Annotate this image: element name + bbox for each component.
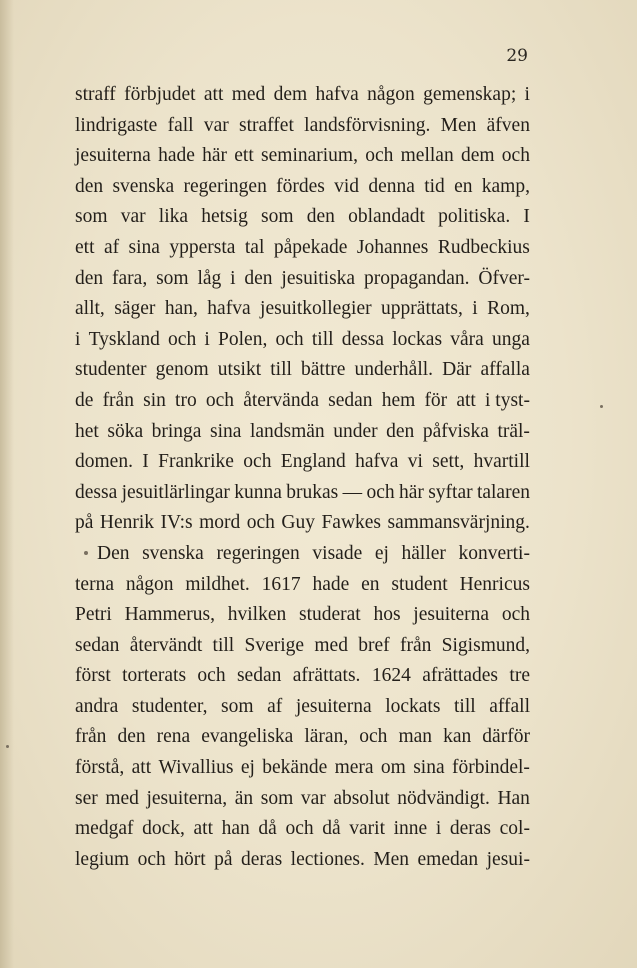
word: tre (509, 665, 530, 687)
word: Tyskland (88, 328, 160, 350)
word: återvända (243, 389, 319, 411)
word: landsmän (249, 420, 325, 442)
word: I (142, 451, 149, 473)
text-line (75, 233, 530, 264)
word: Öfver- (478, 267, 530, 289)
word: ej (240, 757, 255, 779)
word: en (454, 175, 473, 197)
word: Wivallius (158, 757, 234, 779)
word: Hammerus, (124, 604, 216, 626)
word: jesuiterna (295, 695, 372, 717)
text-line (75, 508, 530, 539)
word: om (380, 757, 406, 779)
word: Men (440, 114, 477, 136)
word: jesuiterna, (146, 787, 228, 809)
word: jesuiterna (75, 145, 151, 167)
word: kunna (234, 481, 282, 503)
word: afrättats. (292, 665, 361, 687)
word: man (398, 726, 433, 748)
print-speck (6, 745, 9, 748)
word: unga (492, 328, 530, 350)
word: i (524, 84, 530, 105)
word: från (75, 726, 107, 748)
word: i (472, 298, 478, 320)
word: allt, (75, 298, 105, 320)
word: yppersta (169, 236, 236, 258)
word: bref (358, 634, 390, 656)
word: terna (75, 573, 114, 595)
word: andra (75, 695, 119, 717)
word: den (75, 175, 104, 197)
word: tro (175, 389, 197, 411)
word: medgaf (75, 818, 134, 840)
word: och (501, 604, 530, 626)
body-text (75, 80, 530, 875)
text-line (75, 325, 530, 356)
word: het (75, 420, 99, 442)
word: först (75, 665, 111, 687)
word: återvändt (129, 634, 203, 656)
text-line (75, 722, 530, 753)
word: Frankrike (158, 451, 234, 473)
word: som (156, 267, 189, 289)
word: bättre (301, 359, 346, 381)
text-line (75, 80, 530, 111)
word: den (386, 420, 415, 442)
word: Där (442, 359, 472, 381)
word: sett, (432, 451, 465, 473)
word: I (523, 206, 530, 228)
word: jesuitlärlingar (121, 481, 230, 503)
print-speck (600, 405, 603, 408)
word: fördes (276, 175, 325, 197)
word: hvartill (473, 451, 530, 473)
word: var (120, 206, 146, 228)
word: affall (489, 695, 530, 717)
text-line (75, 264, 530, 295)
word: ett (234, 145, 254, 167)
word: att (456, 389, 476, 411)
word: oblandadt (348, 206, 425, 228)
word: och (205, 389, 235, 411)
word: och (137, 848, 166, 870)
word: sedan (75, 634, 120, 656)
word: upprättats, (381, 298, 463, 320)
text-line (75, 539, 530, 570)
word: än (234, 787, 254, 809)
word: sina (128, 236, 160, 258)
word: Henricus (459, 573, 530, 595)
word: då (258, 818, 277, 840)
word: och (197, 665, 226, 687)
word: var (203, 114, 229, 136)
word: och (359, 726, 388, 748)
word: jesui- (486, 848, 530, 870)
word: för (424, 389, 448, 411)
word: hem (381, 389, 416, 411)
word: student (391, 573, 448, 595)
word: propagandan. (363, 267, 470, 289)
word: svenska (112, 175, 175, 197)
word: vid (334, 175, 360, 197)
word: den (117, 726, 146, 748)
text-line (75, 141, 530, 172)
word: i (435, 818, 442, 840)
word: till (270, 359, 292, 381)
word: fall (167, 114, 194, 136)
word: politiska. (438, 206, 511, 228)
word: säger (114, 298, 156, 320)
word: hafva (355, 451, 399, 473)
word: som (221, 695, 254, 717)
word: förbjudet (124, 84, 196, 105)
text-line (75, 631, 530, 662)
text-line (75, 447, 530, 478)
word: afrättades (422, 665, 499, 687)
word: han, (164, 298, 198, 320)
word: och (501, 145, 530, 167)
word: evangeliska (201, 726, 294, 748)
word: träl- (497, 420, 530, 442)
word: af (267, 695, 283, 717)
text-line (75, 111, 530, 142)
word: och (285, 818, 314, 840)
word: en (361, 573, 380, 595)
word: underhåll. (354, 359, 434, 381)
word: med (105, 787, 139, 809)
text-line (75, 417, 530, 448)
text-line (75, 355, 530, 386)
word: hos (373, 604, 401, 626)
word: hört (174, 848, 206, 870)
word: hafva (315, 84, 359, 105)
word: Petri (75, 604, 112, 626)
print-speck (84, 551, 88, 555)
word: — (342, 481, 363, 503)
word: och (246, 512, 275, 534)
word: utsikt (217, 359, 262, 381)
word: IV:s (160, 512, 193, 534)
text-line (75, 753, 530, 784)
word: någon (125, 573, 174, 595)
word: till (453, 695, 476, 717)
word: 1624 (371, 665, 411, 687)
word: Sigismund, (441, 634, 530, 656)
word: dem (273, 84, 308, 105)
word: svenska (142, 542, 204, 564)
word: Polen, (218, 328, 268, 350)
word: lockats (385, 695, 441, 717)
word: och (275, 328, 304, 350)
word: ser (75, 787, 98, 809)
word: brukas (286, 481, 339, 503)
word: söka (107, 420, 144, 442)
word: jesuiterna (413, 604, 490, 626)
word: här (398, 481, 424, 503)
word: mellan (400, 145, 454, 167)
word: då (322, 818, 341, 840)
word: affalla (480, 359, 530, 381)
word: och (365, 145, 394, 167)
word: med (231, 84, 266, 105)
word: läran, (304, 726, 349, 748)
word: var (300, 787, 326, 809)
word: visade (312, 542, 363, 564)
word: Han (497, 787, 530, 809)
word: dessa (341, 328, 385, 350)
word: mord (199, 512, 241, 534)
word: varit (349, 818, 385, 840)
word: syftar (428, 481, 473, 503)
word: påpekade (273, 236, 348, 258)
word: sedan (328, 389, 373, 411)
word: hade (312, 573, 350, 595)
word: straff (75, 84, 116, 105)
word: nödvändigt. (397, 787, 490, 809)
word: regeringen (216, 542, 300, 564)
text-line (75, 661, 530, 692)
word: genom (155, 359, 209, 381)
word: i (204, 328, 210, 350)
word: hafva (207, 298, 251, 320)
word: denna (368, 175, 415, 197)
word: och (366, 481, 395, 503)
word: han (221, 818, 250, 840)
word: sammansvärjning. (387, 512, 530, 534)
word: deras (449, 818, 492, 840)
word: bringa (151, 420, 202, 442)
word: den (244, 267, 273, 289)
word: ej (374, 542, 389, 564)
word: Henrik (99, 512, 155, 534)
word: mera (334, 757, 374, 779)
text-line (75, 600, 530, 631)
word: lindrigaste (75, 114, 158, 136)
word: rena (156, 726, 191, 748)
word: i tyst- (485, 389, 530, 411)
word: Johannes (356, 236, 429, 258)
word: att (203, 84, 224, 105)
word: torterats (122, 665, 187, 687)
word: den (75, 267, 104, 289)
word: våra (450, 328, 484, 350)
word: dessa (75, 481, 118, 503)
word: deras (241, 848, 283, 870)
word: från (102, 389, 134, 411)
word: col- (499, 818, 530, 840)
word: häller (401, 542, 446, 564)
word: emedan (417, 848, 479, 870)
text-line (75, 784, 530, 815)
word: kan (443, 726, 472, 748)
word: att (131, 757, 152, 779)
word: Rom, (487, 298, 530, 320)
text-line (75, 692, 530, 723)
word: här (202, 145, 228, 167)
word: seminarium, (261, 145, 358, 167)
word: därför (482, 726, 530, 748)
word: lectiones. (290, 848, 365, 870)
word: fara, (112, 267, 148, 289)
word: ett (75, 236, 95, 258)
word: studenter (75, 359, 147, 381)
word: Rudbeckius (437, 236, 530, 258)
text-line (75, 845, 530, 876)
word: studerat (298, 604, 361, 626)
word: lika (158, 206, 189, 228)
word: Guy (281, 512, 315, 534)
word: tal (244, 236, 265, 258)
word: talaren (476, 481, 530, 503)
word: sina (413, 757, 445, 779)
word: och (243, 451, 272, 473)
word: hade (158, 145, 195, 167)
word: påfviska (422, 420, 489, 442)
page-edge-shadow (0, 0, 14, 968)
word: att (193, 818, 214, 840)
word: kamp, (481, 175, 530, 197)
word: i (75, 328, 81, 350)
word: sina (210, 420, 242, 442)
word: bekände (262, 757, 328, 779)
word: inne (393, 818, 428, 840)
word: jesuitkollegier (260, 298, 372, 320)
word: äfven (486, 114, 530, 136)
text-line (75, 172, 530, 203)
word: straffet (239, 114, 294, 136)
word: med (314, 634, 348, 656)
word: Den (97, 542, 130, 564)
word: mildhet. (185, 573, 250, 595)
word: 1617 (261, 573, 301, 595)
word: låg (197, 267, 222, 289)
word: gemenskap; (423, 84, 517, 105)
word: någon (367, 84, 415, 105)
word: som (260, 787, 294, 809)
word: absolut (333, 787, 390, 809)
word: af (103, 236, 120, 258)
word: som (75, 206, 108, 228)
word: från (399, 634, 432, 656)
word: till (212, 634, 235, 656)
text-line (75, 202, 530, 233)
word: konverti- (458, 542, 530, 564)
word: förstå, (75, 757, 125, 779)
word: studenter, (131, 695, 208, 717)
word: Sverige (244, 634, 305, 656)
text-line (75, 386, 530, 417)
word: sin (143, 389, 166, 411)
word: Fawkes (321, 512, 382, 534)
word: till (311, 328, 334, 350)
word: förbindel- (451, 757, 530, 779)
word: dem (460, 145, 495, 167)
word: regeringen (183, 175, 267, 197)
word: under (333, 420, 378, 442)
word: England (280, 451, 346, 473)
word: landsförvisning. (304, 114, 431, 136)
word: de (75, 389, 94, 411)
word: sedan (236, 665, 282, 687)
word: vi (407, 451, 423, 473)
word: Men (373, 848, 410, 870)
page-number: 29 (506, 46, 528, 66)
word: lockas (392, 328, 443, 350)
word: dock, (142, 818, 185, 840)
word: som (261, 206, 294, 228)
text-line (75, 814, 530, 845)
word: i (230, 267, 236, 289)
word: hvilken (227, 604, 287, 626)
word: domen. (75, 451, 133, 473)
text-line (75, 478, 530, 509)
text-line (75, 294, 530, 325)
word: legium (75, 848, 130, 870)
text-line (75, 570, 530, 601)
word: jesuitiska (281, 267, 356, 289)
word: hetsig (201, 206, 248, 228)
word: den (306, 206, 335, 228)
word: och (168, 328, 197, 350)
word: på (214, 848, 233, 870)
word: tid (424, 175, 445, 197)
word: på (75, 512, 94, 534)
